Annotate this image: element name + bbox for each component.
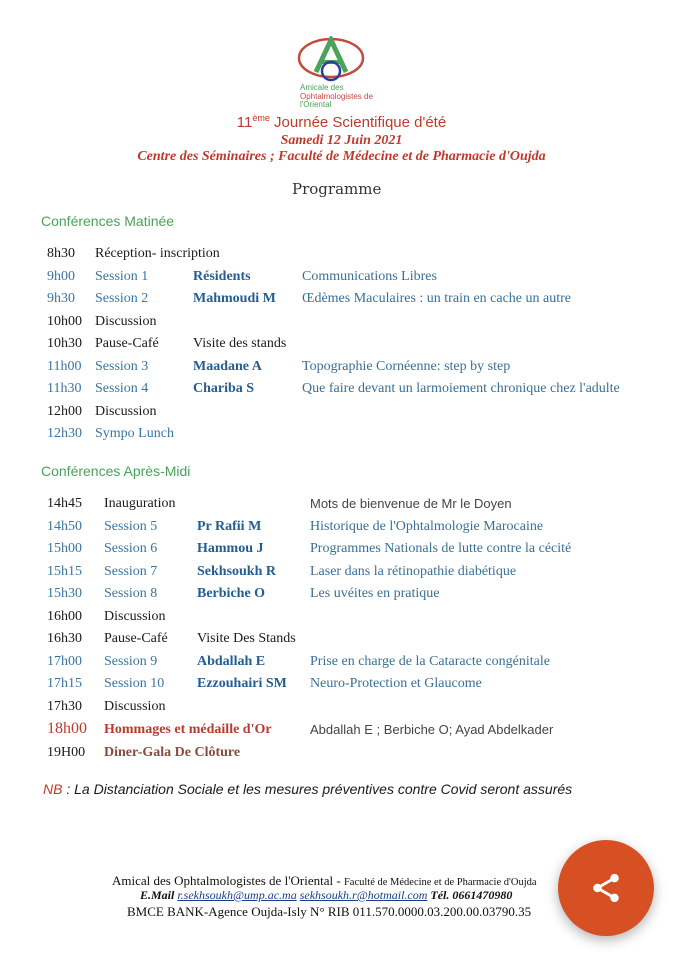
row-topic: Historique de l'Ophtalmologie Marocaine: [310, 518, 544, 534]
email-link-1[interactable]: r.sekhsoukh@ump.ac.ma: [177, 888, 297, 902]
row-label: Session 9: [104, 653, 158, 669]
row-time: 15h00: [47, 541, 82, 556]
row-label: Session 8: [104, 586, 158, 601]
row-label: Diner-Gala De Clôture: [104, 744, 241, 760]
row-label: Réception- inscription: [95, 246, 220, 261]
row-label: Discussion: [95, 403, 157, 419]
footer-bank: BMCE BANK-Agence Oujda-Isly N° RIB 011.570.0000.03.200.00.03790.35: [127, 904, 532, 919]
row-topic: Topographie Cornéenne: step by step: [302, 358, 511, 374]
row-time: 12h00: [47, 403, 82, 419]
row-time: 14h45: [47, 496, 82, 511]
row-label: Inauguration: [104, 496, 176, 511]
title-number: 11: [236, 114, 253, 131]
morning-heading: Conférences Matinée: [41, 213, 175, 229]
footer-faculty: Faculté de Médecine et de Pharmacie d'Oujda: [343, 877, 537, 888]
row-topic: Que faire devant un larmoiement chronique chez l'adulte: [302, 381, 620, 396]
row-topic: Laser dans la rétinopathie diabétique: [310, 563, 517, 579]
logo-line-3: l'Oriental: [300, 100, 332, 109]
share-icon: [589, 871, 623, 905]
email-link-2[interactable]: sekhsoukh.r@hotmail.com: [299, 888, 428, 902]
row-speaker: Berbiche O: [197, 586, 266, 601]
row-topic: Neuro-Protection et Glaucome: [310, 676, 482, 691]
row-label: Hommages et médaille d'Or: [104, 722, 272, 737]
footer-org-name: Amical des Ophtalmologistes de l'Oriental -: [112, 873, 344, 888]
row-label: Sympo Lunch: [95, 426, 174, 441]
event-venue: Centre des Séminaires ; Faculté de Médecine et de Pharmacie d'Oujda: [137, 149, 546, 164]
row-time: 18h00: [47, 720, 87, 737]
event-date: Samedi 12 Juin 2021: [280, 133, 403, 148]
row-label: Discussion: [104, 698, 166, 714]
row-time: 17h00: [47, 653, 82, 669]
note-text: : La Distanciation Sociale et les mesures préventives contre Covid seront assurés: [62, 781, 573, 797]
row-speaker: Chariba S: [193, 381, 255, 396]
row-label: Discussion: [95, 313, 157, 329]
row-topic: Mots de bienvenue de Mr le Doyen: [310, 496, 512, 511]
row-label: Pause-Café: [95, 336, 159, 351]
logo-line-2: Ophtalmologistes de: [300, 91, 373, 101]
row-topic: Programmes Nationals de lutte contre la cécité: [310, 541, 572, 556]
row-time: 19H00: [47, 744, 86, 760]
row-label: Pause-Café: [104, 631, 168, 646]
row-label: Discussion: [104, 608, 166, 624]
row-time: 9h00: [47, 268, 75, 284]
row-time: 16h30: [47, 631, 82, 646]
row-speaker: Visite Des Stands: [197, 631, 296, 646]
row-label: Session 10: [104, 676, 165, 691]
row-speaker: Résidents: [193, 268, 251, 284]
title-text: Journée Scientifique d'été: [269, 114, 447, 131]
row-label: Session 2: [95, 291, 149, 306]
row-speaker: Ezzouhairi SM: [197, 676, 287, 691]
row-speaker: Visite des stands: [193, 336, 287, 351]
row-time: 11h00: [47, 358, 82, 374]
row-topic: Communications Libres: [302, 268, 437, 284]
row-time: 10h00: [47, 313, 82, 329]
logo-text: [300, 84, 373, 110]
row-time: 16h00: [47, 608, 82, 624]
event-title: [0, 113, 683, 131]
row-speaker: Mahmoudi M: [193, 291, 276, 306]
row-label: Session 4: [95, 381, 149, 396]
email-label: E.Mail: [140, 888, 178, 902]
row-topic: Prise en charge de la Cataracte congénitale: [310, 653, 550, 669]
row-topic: Abdallah E ; Berbiche O; Ayad Abdelkader: [310, 722, 554, 737]
title-sup: ème: [252, 113, 270, 123]
row-topic: Les uvéites en pratique: [310, 586, 440, 601]
row-time: 11h30: [47, 381, 82, 396]
row-time: 15h15: [47, 563, 82, 579]
row-label: Session 3: [95, 358, 149, 374]
note-prefix: NB: [43, 781, 63, 797]
row-speaker: Pr Rafii M: [197, 518, 262, 534]
share-button[interactable]: [558, 840, 654, 936]
row-speaker: Hammou J: [197, 541, 264, 556]
covid-note: [43, 781, 572, 797]
afternoon-heading: Conférences Après-Midi: [41, 463, 191, 479]
row-time: 17h15: [47, 676, 82, 691]
row-speaker: Sekhsoukh R: [197, 563, 276, 579]
row-label: Session 7: [104, 563, 158, 579]
row-label: Session 5: [104, 518, 158, 534]
row-time: 17h30: [47, 698, 82, 714]
row-time: 15h30: [47, 586, 82, 601]
row-speaker: Maadane A: [193, 358, 262, 374]
row-label: Session 6: [104, 541, 158, 556]
row-topic: Œdèmes Maculaires : un train en cache un autre: [302, 291, 572, 306]
row-time: 14h50: [47, 518, 82, 534]
phone-number: Tél. 0661470980: [427, 888, 513, 902]
row-speaker: Abdallah E: [197, 653, 266, 669]
row-time: 12h30: [47, 426, 82, 441]
programme-title: Programme: [292, 180, 382, 198]
row-time: 9h30: [47, 291, 75, 306]
row-time: 10h30: [47, 336, 82, 351]
logo-line-1: Amicale des: [300, 83, 344, 92]
row-time: 8h30: [47, 246, 75, 261]
row-label: Session 1: [95, 268, 149, 284]
